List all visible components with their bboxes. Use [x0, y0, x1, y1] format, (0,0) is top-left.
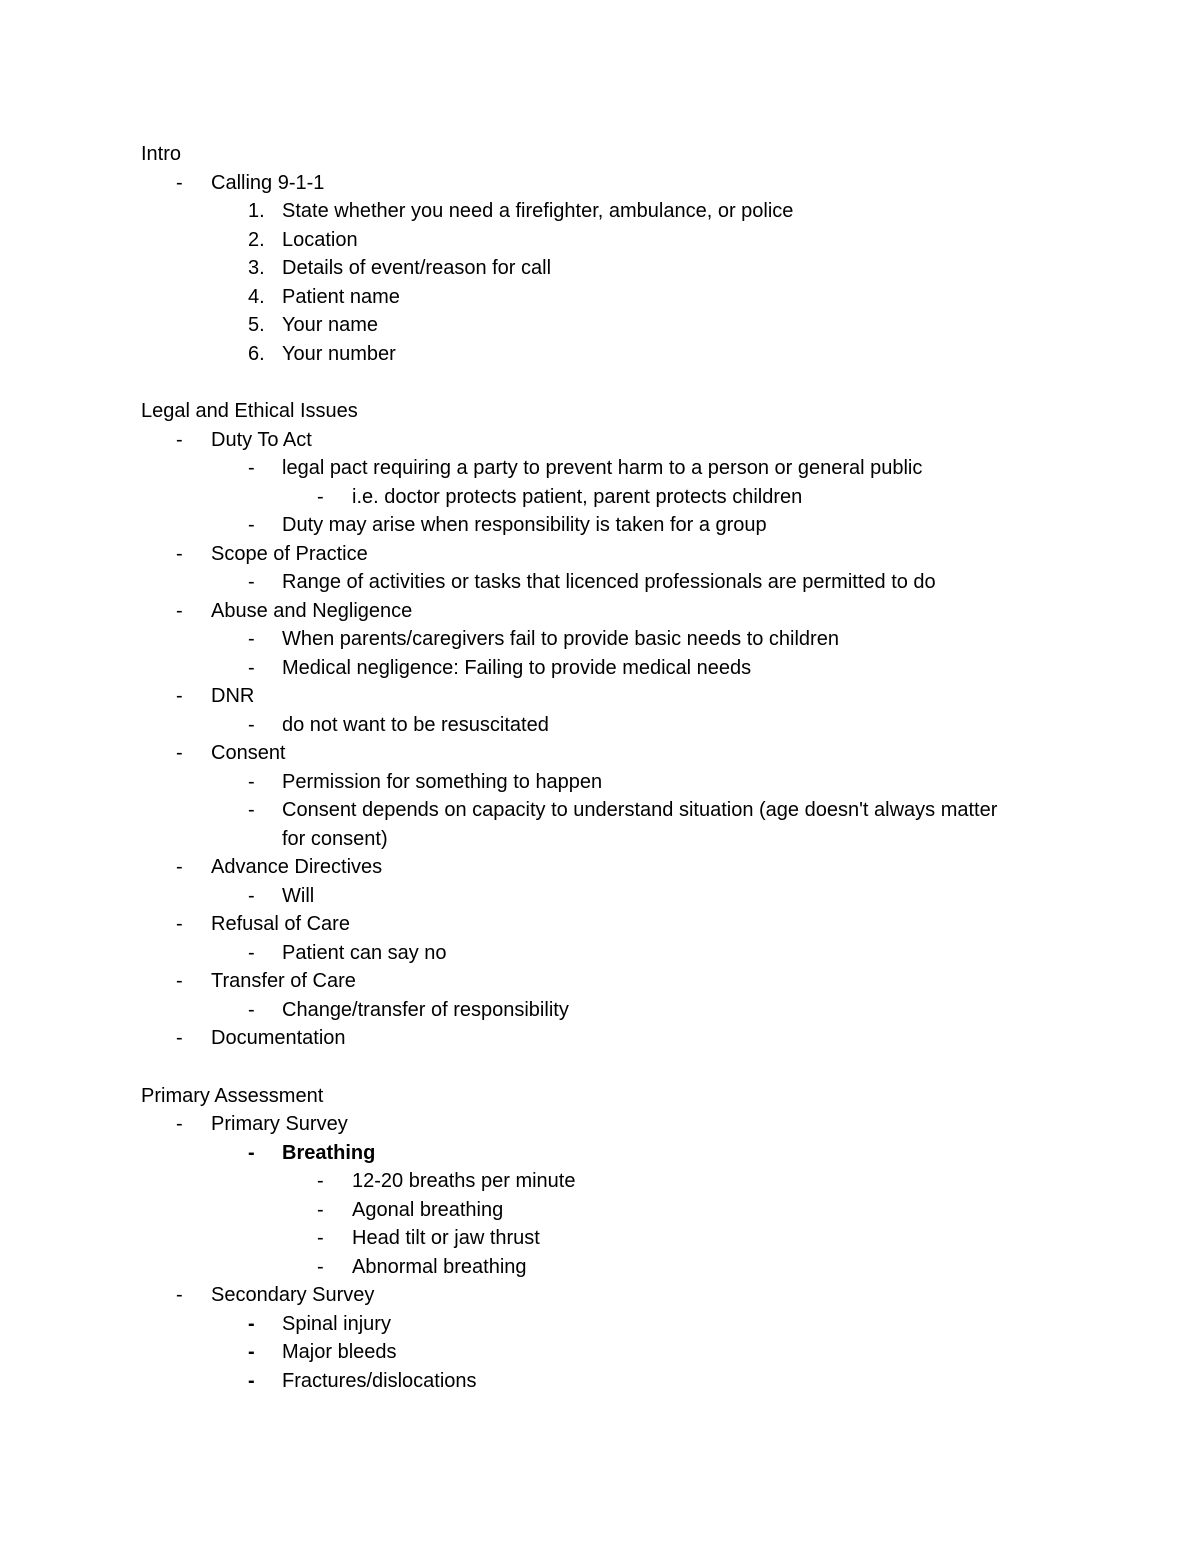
section-heading-text: Intro	[141, 143, 182, 165]
list-item	[0, 939, 1200, 967]
list-marker: -	[176, 543, 183, 565]
list-marker: -	[176, 685, 183, 707]
list-item-text: Primary Survey	[211, 1113, 348, 1135]
list-item-text: Calling 9-1-1	[211, 172, 325, 194]
section-heading	[0, 397, 1200, 425]
list-item	[0, 483, 1200, 511]
list-marker: 2.	[248, 229, 265, 251]
list-item-text: Your number	[282, 343, 396, 365]
list-marker: -	[176, 742, 183, 764]
list-marker: 4.	[248, 286, 265, 308]
list-item	[0, 1253, 1200, 1281]
list-item-text: Permission for something to happen	[282, 771, 603, 793]
list-marker: -	[248, 628, 255, 650]
list-marker: -	[248, 1313, 255, 1335]
list-item	[0, 254, 1200, 282]
list-item-text: 12-20 breaths per minute	[352, 1170, 576, 1192]
list-item	[0, 1310, 1200, 1338]
list-item-text: Will	[282, 885, 315, 907]
list-item	[0, 882, 1200, 910]
list-item-text: Details of event/reason for call	[282, 257, 552, 279]
list-item	[0, 1110, 1200, 1138]
list-item-text: Change/transfer of responsibility	[282, 999, 569, 1021]
list-item	[0, 226, 1200, 254]
list-item	[0, 1224, 1200, 1252]
list-item-text: Your name	[282, 314, 378, 336]
list-item-text: legal pact requiring a party to prevent harm to a person or general public	[282, 457, 923, 479]
list-marker: 6.	[248, 343, 265, 365]
list-item-text: i.e. doctor protects patient, parent protects children	[352, 486, 803, 508]
list-item	[0, 311, 1200, 339]
list-item	[0, 1139, 1200, 1167]
list-item	[0, 1367, 1200, 1395]
list-item-text: Secondary Survey	[211, 1284, 375, 1306]
list-item-text: Location	[282, 229, 358, 251]
list-item-text: Advance Directives	[211, 856, 383, 878]
list-item	[0, 1281, 1200, 1309]
list-item-text: Documentation	[211, 1027, 346, 1049]
list-item-text: Range of activities or tasks that licenced professionals are permitted to do	[282, 571, 936, 593]
list-item-text: Duty may arise when responsibility is taken for a group	[282, 514, 767, 536]
list-item-continuation	[0, 825, 1200, 853]
list-marker: -	[317, 1199, 324, 1221]
list-item	[0, 711, 1200, 739]
list-item-text: Head tilt or jaw thrust	[352, 1227, 540, 1249]
list-marker: -	[248, 657, 255, 679]
list-item	[0, 796, 1200, 824]
list-item-text: Breathing	[282, 1142, 376, 1164]
list-item	[0, 996, 1200, 1024]
list-item	[0, 597, 1200, 625]
list-item-text: State whether you need a firefighter, ambulance, or police	[282, 200, 794, 222]
list-item-text: Agonal breathing	[352, 1199, 504, 1221]
list-item-text: Refusal of Care	[211, 913, 350, 935]
list-marker: 5.	[248, 314, 265, 336]
list-item-text: When parents/caregivers fail to provide basic needs to children	[282, 628, 839, 650]
list-item	[0, 1196, 1200, 1224]
list-marker: -	[176, 600, 183, 622]
list-item-text: Patient name	[282, 286, 400, 308]
list-marker: -	[317, 1256, 324, 1278]
list-marker: -	[248, 942, 255, 964]
list-item	[0, 1024, 1200, 1052]
list-item-text: DNR	[211, 685, 255, 707]
list-item-text: Patient can say no	[282, 942, 447, 964]
list-marker: -	[317, 1227, 324, 1249]
list-marker: 1.	[248, 200, 265, 222]
list-item	[0, 910, 1200, 938]
list-item	[0, 654, 1200, 682]
list-marker: -	[317, 1170, 324, 1192]
list-marker: -	[248, 1341, 255, 1363]
list-item-text: Transfer of Care	[211, 970, 356, 992]
list-marker: -	[176, 1027, 183, 1049]
list-item-text: Abuse and Negligence	[211, 600, 413, 622]
list-item	[0, 568, 1200, 596]
list-item	[0, 540, 1200, 568]
list-item	[0, 1167, 1200, 1195]
section-heading	[0, 1082, 1200, 1110]
list-item	[0, 454, 1200, 482]
list-marker: -	[248, 514, 255, 536]
list-item-text: Scope of Practice	[211, 543, 368, 565]
list-marker: -	[176, 172, 183, 194]
list-marker: -	[176, 913, 183, 935]
list-item-text: Fractures/dislocations	[282, 1370, 477, 1392]
list-item-text: Major bleeds	[282, 1341, 397, 1363]
list-item	[0, 1338, 1200, 1366]
list-marker: -	[248, 714, 255, 736]
list-item	[0, 768, 1200, 796]
list-item-text: for consent)	[282, 828, 388, 850]
list-marker: -	[176, 1113, 183, 1135]
list-item	[0, 426, 1200, 454]
list-item	[0, 853, 1200, 881]
list-item-text: Abnormal breathing	[352, 1256, 527, 1278]
list-item-text: Consent	[211, 742, 286, 764]
list-item-text: Medical negligence: Failing to provide medical needs	[282, 657, 752, 679]
list-marker: -	[176, 970, 183, 992]
list-marker: -	[248, 457, 255, 479]
list-item-text: Spinal injury	[282, 1313, 391, 1335]
list-marker: -	[248, 1370, 255, 1392]
section-heading-text: Legal and Ethical Issues	[141, 400, 358, 422]
list-item	[0, 625, 1200, 653]
list-marker: -	[176, 429, 183, 451]
list-item	[0, 511, 1200, 539]
section-heading	[0, 140, 1200, 168]
list-item	[0, 682, 1200, 710]
list-marker: -	[248, 799, 255, 821]
list-marker: -	[317, 486, 324, 508]
list-item	[0, 169, 1200, 197]
section-heading-text: Primary Assessment	[141, 1085, 324, 1107]
list-marker: -	[248, 999, 255, 1021]
list-item	[0, 197, 1200, 225]
list-item-text: do not want to be resuscitated	[282, 714, 549, 736]
list-marker: -	[248, 885, 255, 907]
list-item	[0, 967, 1200, 995]
list-item-text: Duty To Act	[211, 429, 312, 451]
list-marker: 3.	[248, 257, 265, 279]
list-marker: -	[176, 856, 183, 878]
list-item	[0, 739, 1200, 767]
list-marker: -	[248, 571, 255, 593]
list-marker: -	[248, 771, 255, 793]
list-marker: -	[248, 1142, 255, 1164]
list-item	[0, 340, 1200, 368]
list-item-text: Consent depends on capacity to understand situation (age doesn't always matter	[282, 799, 998, 821]
list-item	[0, 283, 1200, 311]
list-marker: -	[176, 1284, 183, 1306]
